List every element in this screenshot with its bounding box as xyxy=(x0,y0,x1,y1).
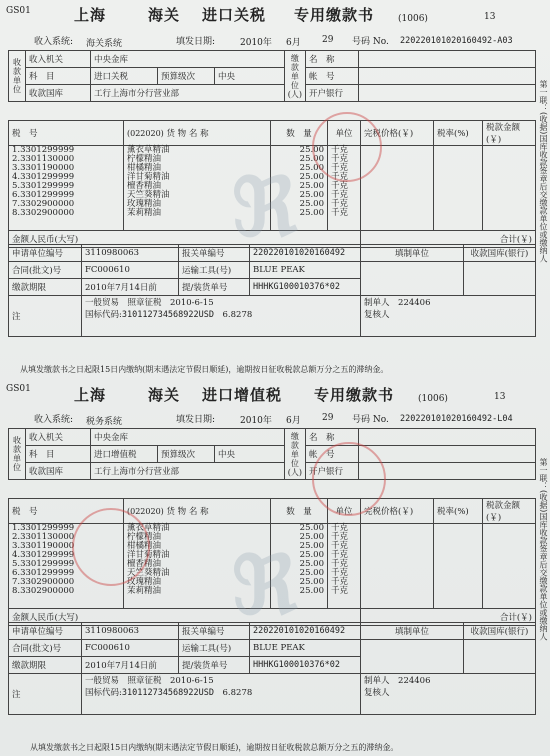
issue-month: 6月 xyxy=(286,416,301,426)
item-no: 5.3301299999 xyxy=(12,181,75,191)
bank-stamp-area xyxy=(464,640,536,674)
receiving-system-value: 税务系统 xyxy=(86,417,123,427)
bank-label: 开户银行 xyxy=(306,463,359,480)
note-content xyxy=(82,674,361,715)
item-tax-numbers xyxy=(9,146,124,231)
recv-org-label: 收入机关 xyxy=(26,51,91,68)
receiving-system-value: 海关系统 xyxy=(86,39,123,49)
recv-org-label: 收入机关 xyxy=(26,429,91,446)
note-code-label: 国标代码: xyxy=(85,310,122,320)
goods-label: 货 物 名 称 xyxy=(166,507,209,517)
payer-name-label: 名 称 xyxy=(306,429,359,446)
declaration-value: 220220101020160492 xyxy=(250,623,361,640)
item-name: 柠檬精油 xyxy=(127,154,162,164)
goods-header xyxy=(124,121,271,146)
vertical-recv-label: 收款单位 xyxy=(9,51,26,102)
item-no: 7.3302900000 xyxy=(12,577,75,587)
vat-form xyxy=(0,378,550,756)
transport-value: BLUE PEAK xyxy=(250,262,361,279)
deadline-label: 缴款期限 xyxy=(9,657,82,674)
item-qty: 25.00 xyxy=(299,577,324,587)
item-name: 玫瑰精油 xyxy=(127,199,162,209)
maker-cell xyxy=(361,674,536,715)
item-qty: 25.00 xyxy=(299,172,324,182)
number-label: 号码 No. xyxy=(352,415,389,425)
applicant-label: 申请单位编号 xyxy=(9,623,82,640)
contract-value: FC000610 xyxy=(82,262,179,279)
bank-receive-label: 收款国库(银行) xyxy=(464,623,536,640)
account-label: 帐 号 xyxy=(306,446,359,463)
item-unit: 千克 xyxy=(331,541,349,551)
item-unit: 千克 xyxy=(331,523,349,533)
note-content xyxy=(82,296,361,337)
reviewer-label: 复核人 xyxy=(364,310,390,320)
note-label: 注 xyxy=(9,674,82,715)
item-name: 茉莉精油 xyxy=(127,586,162,596)
item-name: 柑橘精油 xyxy=(127,541,162,551)
payer-name-label: 名 称 xyxy=(306,51,359,68)
vertical-payer-label: 缴款单位(人) xyxy=(284,429,305,480)
item-qty: 25.00 xyxy=(299,199,324,209)
item-unit: 千克 xyxy=(331,145,349,155)
item-unit: 千克 xyxy=(331,550,349,560)
budget-label: 预算级次 xyxy=(158,446,215,463)
vertical-payer-label: 缴款单位(人) xyxy=(284,51,305,102)
bill-label: 提/装货单号 xyxy=(179,279,250,296)
treasury-value: 工行上海市分行营业部 xyxy=(91,85,285,102)
exchange-rate: 6.8278 xyxy=(222,688,253,698)
item-name: 檀香精油 xyxy=(127,559,162,569)
customs-watermark: ℜ xyxy=(232,160,298,254)
item-no: 3.3301190000 xyxy=(12,163,75,173)
contract-label: 合同(批文)号 xyxy=(9,640,82,657)
red-seal-stamp xyxy=(312,442,386,516)
tax-no-header: 税 号 xyxy=(9,499,124,524)
maker-cell xyxy=(361,296,536,337)
item-no: 2.3301130000 xyxy=(12,154,75,164)
item-rates xyxy=(434,524,483,609)
item-no: 4.3301299999 xyxy=(12,550,75,560)
exchange-rate: 6.8278 xyxy=(222,310,253,320)
budget-value: 中央 xyxy=(215,68,285,85)
total-label: 合计(￥) xyxy=(361,231,536,248)
item-no: 6.3301299999 xyxy=(12,190,75,200)
item-unit: 千克 xyxy=(331,577,349,587)
subject-value: 进口增值税 xyxy=(91,446,158,463)
form-number: 220220101020160492-A03 xyxy=(400,36,513,46)
declaration-label: 报关单编号 xyxy=(179,245,250,262)
item-amounts xyxy=(483,146,536,231)
form-serial: GS01 xyxy=(6,6,31,16)
maker-label: 制单人 xyxy=(364,676,390,686)
maker-label: 制单人 xyxy=(364,298,390,308)
item-no: 3.3301190000 xyxy=(12,541,75,551)
title-tax-type: 进口增值税 xyxy=(202,386,283,404)
item-no: 5.3301299999 xyxy=(12,559,75,569)
reviewer-label: 复核人 xyxy=(364,688,390,698)
item-no: 6.3301299999 xyxy=(12,568,75,578)
filler-label: 填制单位 xyxy=(361,623,464,640)
unit-header: 单位 xyxy=(328,499,361,524)
item-qty: 25.00 xyxy=(299,541,324,551)
item-unit: 千克 xyxy=(331,163,349,173)
price-header: 完税价格(￥) xyxy=(361,499,434,524)
account-label: 帐 号 xyxy=(306,68,359,85)
item-unit: 千克 xyxy=(331,154,349,164)
item-no: 1.3301299999 xyxy=(12,145,75,155)
item-unit: 千克 xyxy=(331,586,349,596)
applicant-value: 3110980063 xyxy=(82,623,179,640)
title-region: 上海 xyxy=(74,6,107,24)
rate-header: 税率(%) xyxy=(434,499,483,524)
form-code: (1006) xyxy=(418,394,448,404)
amount-header: 税款金额(￥) xyxy=(483,499,536,524)
payer-name-value xyxy=(359,429,536,446)
item-name: 洋甘菊精油 xyxy=(127,172,170,182)
bill-label: 提/装货单号 xyxy=(179,657,250,674)
item-unit: 千克 xyxy=(331,181,349,191)
item-qty: 25.00 xyxy=(299,208,324,218)
header-table xyxy=(8,428,536,480)
maker-value: 224406 xyxy=(398,676,431,686)
account-value xyxy=(359,446,536,463)
header-table xyxy=(8,50,536,102)
side-vertical-text: 第一联：(收据)国库收款签章后交缴款单位或缴纳人 xyxy=(539,80,548,263)
note-code-label: 国标代码: xyxy=(85,688,122,698)
issue-day: 29 xyxy=(322,35,334,45)
title-form-name: 专用缴款书 xyxy=(314,386,395,404)
goods-label: 货 物 名 称 xyxy=(166,129,209,139)
item-no: 8.3302900000 xyxy=(12,586,75,596)
applicant-value: 3110980063 xyxy=(82,245,179,262)
issue-date-label: 填发日期: xyxy=(176,415,216,425)
item-unit: 千克 xyxy=(331,199,349,209)
subject-label: 科 目 xyxy=(26,68,91,85)
goods-code: (022020) xyxy=(127,507,164,516)
details-table xyxy=(8,244,536,337)
item-qty: 25.00 xyxy=(299,181,324,191)
amount-header: 税款金额(￥) xyxy=(483,121,536,146)
budget-label: 预算级次 xyxy=(158,68,215,85)
total-rmb-label: 金额人民币(大写) xyxy=(9,231,361,248)
customs-watermark: ℜ xyxy=(232,538,298,632)
budget-value: 中央 xyxy=(215,446,285,463)
item-no: 1.3301299999 xyxy=(12,523,75,533)
maker-value: 224406 xyxy=(398,298,431,308)
side-vertical-text: 第一联：(收据)国库收款签章后交缴款单位或缴纳人 xyxy=(539,458,548,641)
item-qty: 25.00 xyxy=(299,145,324,155)
filler-label: 填制单位 xyxy=(361,245,464,262)
issue-year: 2010年 xyxy=(240,416,272,426)
item-no: 2.3301130000 xyxy=(12,532,75,542)
item-unit: 千克 xyxy=(331,559,349,569)
treasury-label: 收款国库 xyxy=(26,463,91,480)
title-form-name: 专用缴款书 xyxy=(294,6,375,24)
qty-header: 数 量 xyxy=(271,499,328,524)
note-line1: 一般贸易 照章征税 2010-6-15 xyxy=(85,676,214,686)
total-label: 合计(￥) xyxy=(361,609,536,626)
item-qty: 25.00 xyxy=(299,550,324,560)
goods-code: (022020) xyxy=(127,129,164,138)
treasury-value: 工行上海市分行营业部 xyxy=(91,463,285,480)
goods-header xyxy=(124,499,271,524)
vertical-recv-label: 收款单位 xyxy=(9,429,26,480)
declaration-value: 220220101020160492 xyxy=(250,245,361,262)
account-value xyxy=(359,68,536,85)
price-header: 完税价格(￥) xyxy=(361,121,434,146)
declaration-label: 报关单编号 xyxy=(179,623,250,640)
item-name: 柑橘精油 xyxy=(127,163,162,173)
filler-stamp-area xyxy=(361,262,464,296)
red-seal-stamp xyxy=(312,112,382,182)
item-qty: 25.00 xyxy=(299,163,324,173)
issue-day: 29 xyxy=(322,413,334,423)
form-number: 220220101020160492-L04 xyxy=(400,414,513,424)
filler-stamp-area xyxy=(361,640,464,674)
item-no: 4.3301299999 xyxy=(12,172,75,182)
deadline-label: 缴款期限 xyxy=(9,279,82,296)
item-unit: 千克 xyxy=(331,208,349,218)
item-name: 柠檬精油 xyxy=(127,532,162,542)
item-name: 天竺葵精油 xyxy=(127,568,170,578)
title-tax-type: 进口关税 xyxy=(202,6,267,24)
item-unit: 千克 xyxy=(331,532,349,542)
payer-name-value xyxy=(359,51,536,68)
bank-stamp-area xyxy=(464,262,536,296)
recv-org-value: 中央金库 xyxy=(91,429,285,446)
item-rates xyxy=(434,146,483,231)
item-name: 天竺葵精油 xyxy=(127,190,170,200)
item-no: 8.3302900000 xyxy=(12,208,75,218)
item-name: 檀香精油 xyxy=(127,181,162,191)
receiving-system-label: 收入系统: xyxy=(34,415,74,425)
qty-header: 数 量 xyxy=(271,121,328,146)
issue-date-label: 填发日期: xyxy=(176,37,216,47)
contract-label: 合同(批文)号 xyxy=(9,262,82,279)
details-table xyxy=(8,622,536,715)
item-units xyxy=(328,524,361,609)
item-amounts xyxy=(483,524,536,609)
item-qty: 25.00 xyxy=(299,559,324,569)
note-code: 310112734568922USD xyxy=(121,688,214,698)
item-unit: 千克 xyxy=(331,190,349,200)
item-qty: 25.00 xyxy=(299,190,324,200)
receiving-system-label: 收入系统: xyxy=(34,37,74,47)
item-qty: 25.00 xyxy=(299,154,324,164)
deadline-value: 2010年7月14日前 xyxy=(82,657,179,674)
item-no: 7.3302900000 xyxy=(12,199,75,209)
item-name: 茉莉精油 xyxy=(127,208,162,218)
transport-label: 运输工具(号) xyxy=(179,640,250,657)
item-name: 洋甘菊精油 xyxy=(127,550,170,560)
bill-value: HHHKG100010376*02 xyxy=(250,657,361,674)
item-name: 薰衣草精油 xyxy=(127,145,170,155)
treasury-label: 收款国库 xyxy=(26,85,91,102)
footer-note: 从填发缴款书之日起限15日内缴纳(期末遇法定节假日顺延)，逾期按日征收税款总额万分之五的滞纳金。 xyxy=(30,743,399,752)
form-code: (1006) xyxy=(398,14,428,24)
bank-value xyxy=(359,85,536,102)
form-seq: 13 xyxy=(484,12,496,22)
subject-label: 科 目 xyxy=(26,446,91,463)
item-unit: 千克 xyxy=(331,172,349,182)
item-qty: 25.00 xyxy=(299,586,324,596)
transport-value: BLUE PEAK xyxy=(250,640,361,657)
total-rmb-label: 金额人民币(大写) xyxy=(9,609,361,626)
form-seq: 13 xyxy=(494,392,506,402)
title-region: 上海 xyxy=(74,386,107,404)
title-customs: 海关 xyxy=(148,386,181,404)
rate-header: 税率(%) xyxy=(434,121,483,146)
item-qty: 25.00 xyxy=(299,568,324,578)
bank-receive-label: 收款国库(银行) xyxy=(464,245,536,262)
item-name: 薰衣草精油 xyxy=(127,523,170,533)
deadline-value: 2010年7月14日前 xyxy=(82,279,179,296)
number-label: 号码 No. xyxy=(352,37,389,47)
item-prices xyxy=(361,524,434,609)
unit-header: 单位 xyxy=(328,121,361,146)
bill-value: HHHKG100010376*02 xyxy=(250,279,361,296)
tax-no-header: 税 号 xyxy=(9,121,124,146)
contract-value: FC000610 xyxy=(82,640,179,657)
bank-label: 开户银行 xyxy=(306,85,359,102)
issue-year: 2010年 xyxy=(240,38,272,48)
note-line1: 一般贸易 照章征税 2010-6-15 xyxy=(85,298,214,308)
item-qty: 25.00 xyxy=(299,532,324,542)
item-unit: 千克 xyxy=(331,568,349,578)
footer-note: 从填发缴款书之日起限15日内缴纳(期末遇法定节假日顺延)，逾期按日征收税款总额万分之五的滞纳金。 xyxy=(20,365,389,374)
applicant-label: 申请单位编号 xyxy=(9,245,82,262)
note-label: 注 xyxy=(9,296,82,337)
note-code: 310112734568922USD xyxy=(121,310,214,320)
item-name: 玫瑰精油 xyxy=(127,577,162,587)
subject-value: 进口关税 xyxy=(91,68,158,85)
recv-org-value: 中央金库 xyxy=(91,51,285,68)
item-qty: 25.00 xyxy=(299,523,324,533)
form-serial: GS01 xyxy=(6,384,31,394)
issue-month: 6月 xyxy=(286,38,301,48)
title-customs: 海关 xyxy=(148,6,181,24)
transport-label: 运输工具(号) xyxy=(179,262,250,279)
red-seal-stamp-faint xyxy=(72,508,150,586)
